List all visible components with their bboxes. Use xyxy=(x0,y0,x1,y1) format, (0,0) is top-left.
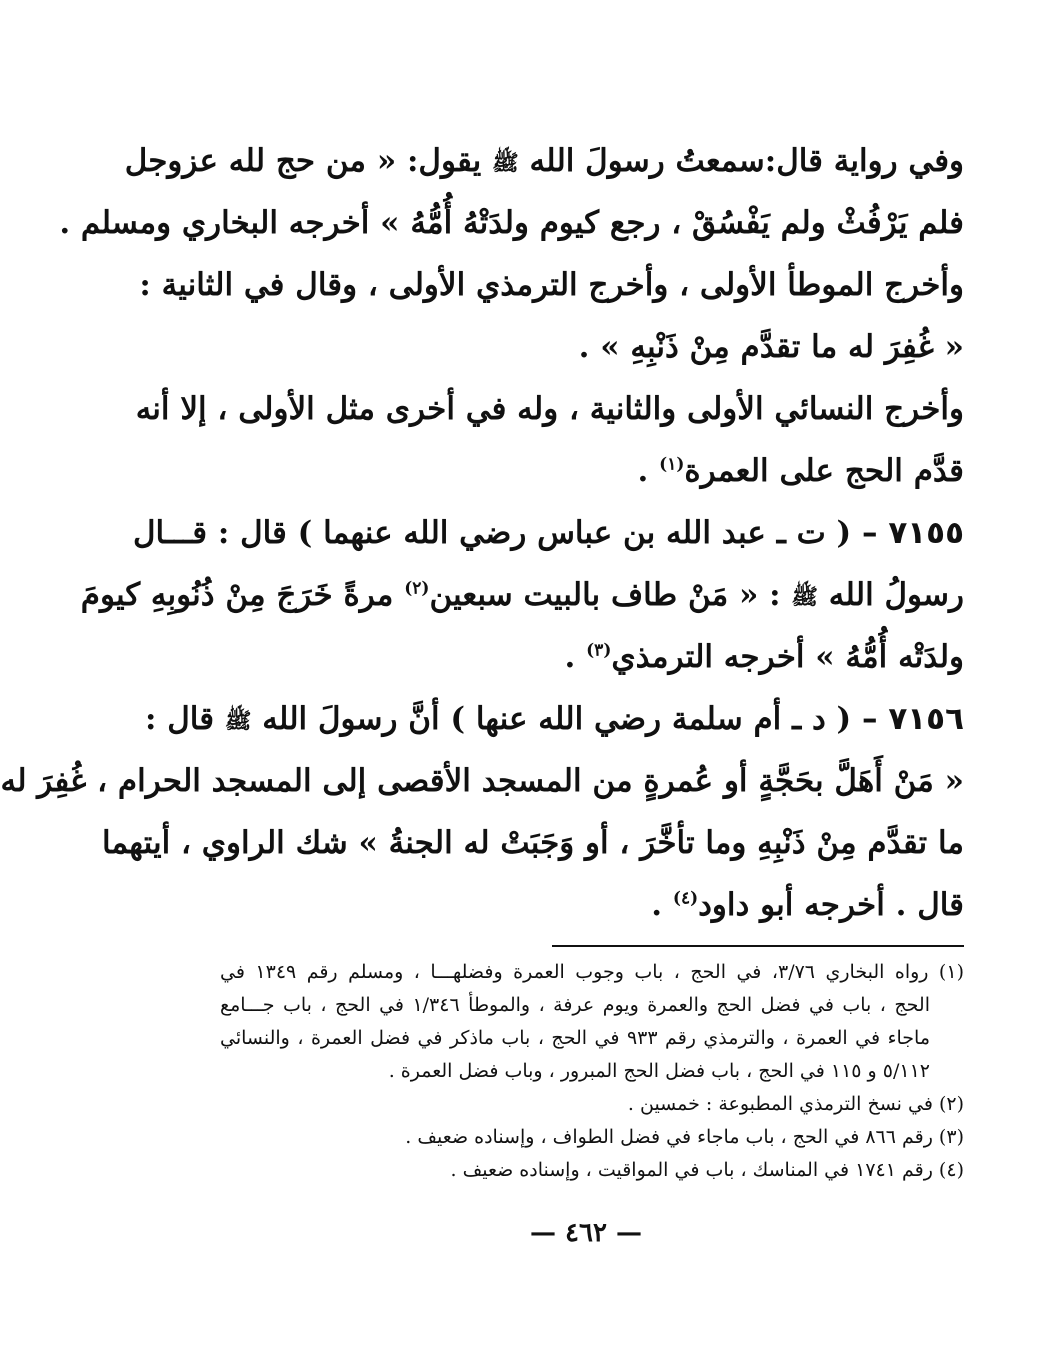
text-line-11: « مَنْ أَهَلَّ بحَجَّةٍ أو عُمرةٍ من المسجد الأقصى إلى المسجد الحرام ، غُفِرَ له xyxy=(0,763,964,799)
text-line-1: وفي رواية قال:سمعتُ رسولَ الله ﷺ يقول: « من حج لله عزوجل xyxy=(124,143,964,179)
footnotes xyxy=(220,956,964,1187)
footnote-ref-4: (٤) xyxy=(672,888,699,909)
footnote-1-line-2: الحج ، باب في فضل الحج والعمرة ويوم عرفة ، والموطأ ١/٣٤٦ في الحج ، باب جـــامع xyxy=(220,994,930,1016)
text-line-5: وأخرج النسائي الأولى والثانية ، وله في أخرى مثل الأولى ، إلا أنه xyxy=(135,391,964,427)
text-line-6: قدَّم الحج على العمرة$^{(١)}$ . xyxy=(637,453,964,489)
text-line-9: ولدَتْه أُمُّهُ » أخرجه الترمذي$^{(٣)}$ . xyxy=(564,639,964,675)
footnote-ref-1: (١) xyxy=(659,454,685,475)
salawat-glyph: ﷺ xyxy=(224,707,252,734)
footnote-1-line-3: ماجاء في العمرة ، والترمذي رقم ٩٣٣ في الحج ، باب ماذكر في فضل العمرة ، والنسائي xyxy=(220,1027,931,1049)
footnote-2: (٢) في نسخ الترمذي المطبوعة : خمسين . xyxy=(627,1093,964,1115)
text-line-12: ما تقدَّم مِنْ ذَنْبِهِ وما تأخَّرَ ، أو وَجَبَتْ له الجنةُ » شك الراوي ، أيتهما xyxy=(101,825,964,861)
footnote-1-line-4: ٥/١١٢ و ١١٥ في الحج ، باب فضل الحج المبرور ، وباب فضل العمرة . xyxy=(388,1060,930,1082)
hadith-number-7156: ٧١٥٦ – xyxy=(862,701,964,737)
footnote-ref-2: (٢) xyxy=(404,578,430,599)
text-line-4: « غُفِرَ له ما تقدَّم مِنْ ذَنْبِهِ » . xyxy=(578,329,964,365)
footnote-3: (٣) رقم ٨٦٦ في الحج ، باب ماجاء في فضل الطواف ، وإسناده ضعيف . xyxy=(405,1126,964,1148)
footnote-4: (٤) رقم ١٧٤١ في المناسك ، باب في المواقيت ، وإسناده ضعيف . xyxy=(450,1159,964,1181)
salawat-glyph: ﷺ xyxy=(492,149,519,176)
salawat-glyph: ﷺ xyxy=(791,583,818,610)
text-line-8: رسولُ الله ﷺ : « مَنْ طاف بالبيت سبعين$^{(٢)}$ مرةً خَرَجَ مِنْ ذُنُوبِهِ كيومَ xyxy=(80,577,964,613)
text-line-2: فلم يَرْفُثْ ولم يَفْسُقْ ، رجع كيوم ولدَتْهُ أُمُّهُ » أخرجه البخاري ومسلم . xyxy=(59,205,964,241)
page-number: — ٤٦٢ — xyxy=(529,1218,643,1248)
footnote-ref-3: (٣) xyxy=(586,640,612,661)
text-line-3: وأخرج الموطأ الأولى ، وأخرج الترمذي الأولى ، وقال في الثانية : xyxy=(139,267,964,303)
hadith-number-7155: ٧١٥٥ – xyxy=(862,515,964,551)
main-text xyxy=(0,130,964,936)
text-line-13: قال . أخرجه أبو داود$^{(٤)}$ . xyxy=(651,887,964,923)
footnote-divider xyxy=(552,945,964,947)
footnote-1-line-1: (١) رواه البخاري ٣/٧٦، في الحج ، باب وجوب العمرة وفضلهـــا ، ومسلم رقم ١٣٤٩ في xyxy=(220,961,964,983)
hadith-7155-heading: ٧١٥٥ – ( ت ـ عبد الله بن عباس رضي الله عنهما ) قال : قـــال xyxy=(133,515,964,551)
hadith-7156-heading: ٧١٥٦ – ( د ـ أم سلمة رضي الله عنها ) أنَّ رسولَ الله ﷺ قال : xyxy=(145,701,964,737)
